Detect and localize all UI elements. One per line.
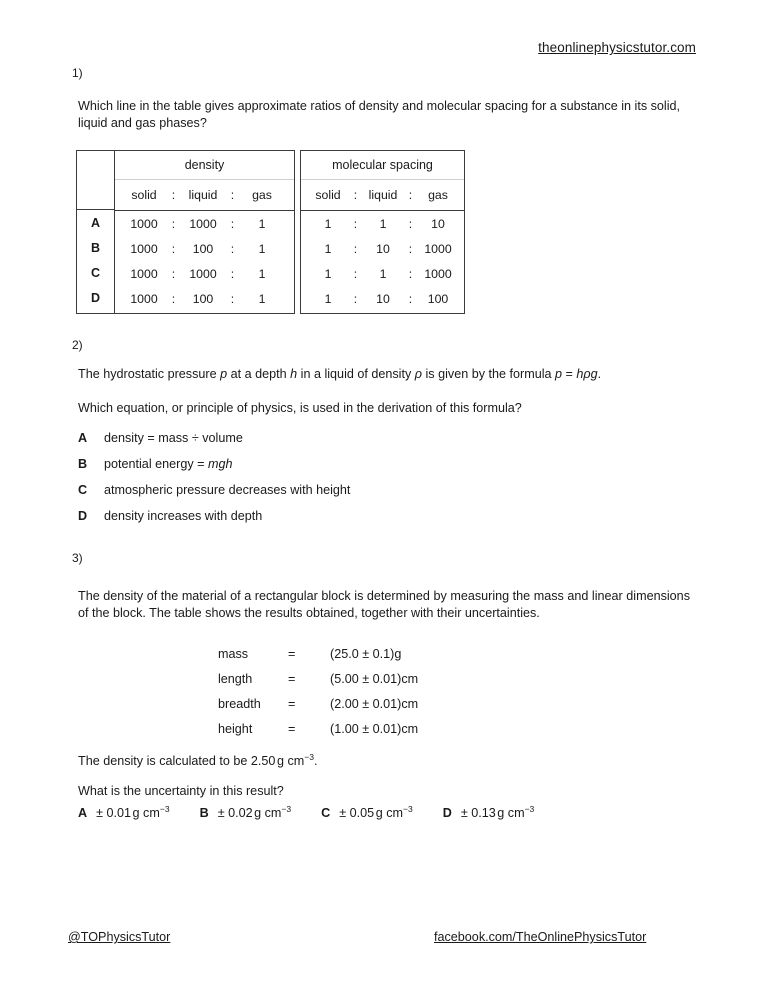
- option-text: atmospheric pressure decreases with height: [104, 483, 351, 497]
- cell-solid: 1000: [130, 291, 158, 306]
- option-text: density increases with depth: [104, 509, 263, 523]
- cell-solid: 1000: [130, 216, 158, 231]
- cell-gas: 1000: [424, 241, 452, 256]
- cell-liquid: 1: [379, 216, 387, 231]
- footer-twitter-handle[interactable]: @TOPhysicsTutor: [68, 930, 171, 944]
- cell-liquid: 10: [376, 291, 390, 306]
- measurement-label: height: [218, 722, 253, 736]
- table-subheader-spacing: [301, 180, 464, 211]
- var-p: p: [220, 367, 228, 381]
- letter-col-spacer-top: [77, 151, 114, 179]
- subheader-liquid: liquid: [188, 188, 218, 202]
- measurement-equals: =: [288, 647, 296, 661]
- question-2-option-c[interactable]: [78, 483, 350, 497]
- cell-liquid: 1: [379, 266, 387, 281]
- question-2-option-b[interactable]: [78, 457, 232, 471]
- table-letter-column: [76, 150, 114, 314]
- measurement-label: breadth: [218, 697, 261, 711]
- option-unit: g cm: [375, 806, 403, 820]
- option-exponent: −3: [159, 803, 170, 814]
- measurement-label: mass: [218, 647, 249, 661]
- option-letter: B: [78, 457, 88, 471]
- cell-gas: 1: [258, 216, 266, 231]
- table-group-header-spacing: molecular spacing: [301, 151, 464, 180]
- option-text: density = mass ÷ volume: [104, 431, 243, 445]
- question-2-prompt: Which equation, or principle of physics, is used in the derivation of this formula?: [78, 401, 522, 415]
- option-letter: A: [78, 806, 88, 820]
- cell-colon: :: [408, 266, 413, 281]
- table-density-section: [114, 150, 295, 314]
- cell-gas: 1000: [424, 266, 452, 281]
- cell-liquid: 10: [376, 241, 390, 256]
- cell-colon: :: [171, 216, 176, 231]
- cell-liquid: 100: [192, 291, 214, 306]
- option-letter: D: [78, 509, 88, 523]
- question-3-prompt: What is the uncertainty in this result?: [78, 784, 284, 798]
- cell-colon: :: [408, 241, 413, 256]
- cell-solid: 1: [324, 266, 332, 281]
- cell-colon: :: [171, 266, 176, 281]
- cell-colon: :: [353, 291, 358, 306]
- cell-solid: 1: [324, 216, 332, 231]
- cell-liquid: 1000: [189, 266, 217, 281]
- subheader-colon: :: [408, 188, 413, 202]
- cell-colon: :: [230, 241, 235, 256]
- question-3-stem: The density of the material of a rectangular block is determined by measuring the mass and linear dimensions of the block. The table shows the results obtained, together with their uncertainties.: [78, 589, 690, 620]
- option-unit: g cm: [132, 806, 160, 820]
- subheader-colon: :: [353, 188, 358, 202]
- cell-solid: 1000: [130, 266, 158, 281]
- subheader-gas: gas: [252, 188, 272, 202]
- ratios-table: [76, 150, 465, 314]
- site-url-header: theonlinephysicstutor.com: [538, 40, 696, 55]
- density-unit-base: g cm: [276, 754, 305, 768]
- question-3-number: 3): [72, 551, 83, 565]
- subheader-colon: :: [230, 188, 235, 202]
- question-3-option-a[interactable]: [96, 803, 170, 820]
- table-row: [115, 261, 294, 286]
- option-unit: g cm: [497, 806, 525, 820]
- question-1-number: 1): [72, 66, 83, 80]
- subheader-liquid: liquid: [368, 188, 398, 202]
- measurement-value: (5.00 ± 0.01)cm: [330, 672, 419, 686]
- option-exponent: −3: [402, 803, 413, 814]
- option-letter: D: [442, 806, 452, 820]
- option-letter: A: [78, 431, 88, 445]
- cell-solid: 1: [324, 291, 332, 306]
- cell-gas: 1: [258, 291, 266, 306]
- measurement-row-height: [218, 722, 418, 736]
- question-2-option-a[interactable]: [78, 431, 243, 445]
- question-2-option-d[interactable]: [78, 509, 262, 523]
- option-text: potential energy = mgh: [104, 457, 233, 471]
- question-3-option-c[interactable]: [339, 803, 413, 820]
- option-letter: C: [78, 483, 88, 497]
- cell-solid: 1000: [130, 241, 158, 256]
- table-row: [301, 286, 464, 311]
- option-letter: B: [199, 806, 209, 820]
- table-row-letter: A: [90, 215, 101, 230]
- measurement-value: (1.00 ± 0.01)cm: [330, 722, 419, 736]
- cell-gas: 1: [258, 266, 266, 281]
- option-exponent: −3: [281, 803, 292, 814]
- subheader-gas: gas: [428, 188, 448, 202]
- var-rho: ρ: [414, 367, 422, 381]
- measurement-row-breadth: [218, 697, 418, 711]
- measurement-equals: =: [288, 722, 296, 736]
- density-unit: g $cm^{-3}$.: [276, 751, 318, 768]
- cell-liquid: 100: [192, 241, 214, 256]
- option-value: ± 0.01: [96, 806, 132, 820]
- table-spacing-section: [300, 150, 465, 314]
- option-value: ± 0.05: [339, 806, 375, 820]
- cell-colon: :: [353, 241, 358, 256]
- question-3-density-statement: [78, 753, 698, 770]
- table-subheader-density: [115, 180, 294, 211]
- table-row: [115, 286, 294, 311]
- density-statement-text: The density is calculated to be 2.50: [78, 754, 276, 768]
- cell-colon: :: [353, 266, 358, 281]
- table-row: [115, 236, 294, 261]
- cell-solid: 1: [324, 241, 332, 256]
- option-exponent: −3: [524, 803, 535, 814]
- cell-colon: :: [230, 291, 235, 306]
- table-row: [301, 211, 464, 236]
- cell-colon: :: [408, 291, 413, 306]
- table-row: [115, 211, 294, 236]
- measurement-row-mass: [218, 647, 401, 661]
- measurement-label: length: [218, 672, 253, 686]
- var-h: h: [290, 367, 298, 381]
- table-row-letter: C: [90, 265, 101, 280]
- letter-col-spacer-sub: [77, 179, 114, 210]
- cell-colon: :: [171, 241, 176, 256]
- option-unit: g cm: [254, 806, 282, 820]
- table-row: [301, 236, 464, 261]
- cell-gas: 100: [427, 291, 449, 306]
- subheader-colon: :: [171, 188, 176, 202]
- question-2-number: 2): [72, 338, 83, 352]
- table-row: [301, 261, 464, 286]
- formula-pressure: p = hρg.: [555, 367, 602, 381]
- option-value: ± 0.02: [217, 806, 253, 820]
- question-1-stem: Which line in the table gives approximate ratios of density and molecular spacing for a substance in its solid, liquid and gas phases?: [78, 99, 681, 130]
- measurement-row-length: [218, 672, 418, 686]
- option-value: ± 0.13: [460, 806, 496, 820]
- density-unit-exponent: −3: [304, 751, 314, 762]
- question-3-option-d[interactable]: [460, 803, 535, 820]
- measurement-equals: =: [288, 697, 296, 711]
- cell-colon: :: [408, 216, 413, 231]
- subheader-solid: solid: [131, 188, 157, 202]
- table-group-header-density: density: [115, 151, 294, 180]
- footer-facebook-link[interactable]: facebook.com/TheOnlinePhysicsTutor: [434, 930, 647, 944]
- cell-gas: 10: [431, 216, 445, 231]
- cell-liquid: 1000: [189, 216, 217, 231]
- cell-gas: 1: [258, 241, 266, 256]
- measurement-value: (25.0 ± 0.1)g: [330, 647, 402, 661]
- subheader-solid: solid: [315, 188, 341, 202]
- cell-colon: :: [171, 291, 176, 306]
- measurement-value: (2.00 ± 0.01)cm: [330, 697, 419, 711]
- question-3-option-b[interactable]: [217, 803, 292, 820]
- option-letter: C: [321, 806, 331, 820]
- question-3-options-row: [78, 803, 564, 820]
- question-2-stem: The hydrostatic pressure p at a depth h in a liquid of density ρ is given by the formula p = hρg.: [78, 367, 602, 381]
- table-row-letter: D: [90, 290, 101, 305]
- cell-colon: :: [230, 266, 235, 281]
- cell-colon: :: [230, 216, 235, 231]
- table-row-letter: B: [90, 240, 101, 255]
- measurement-equals: =: [288, 672, 296, 686]
- cell-colon: :: [353, 216, 358, 231]
